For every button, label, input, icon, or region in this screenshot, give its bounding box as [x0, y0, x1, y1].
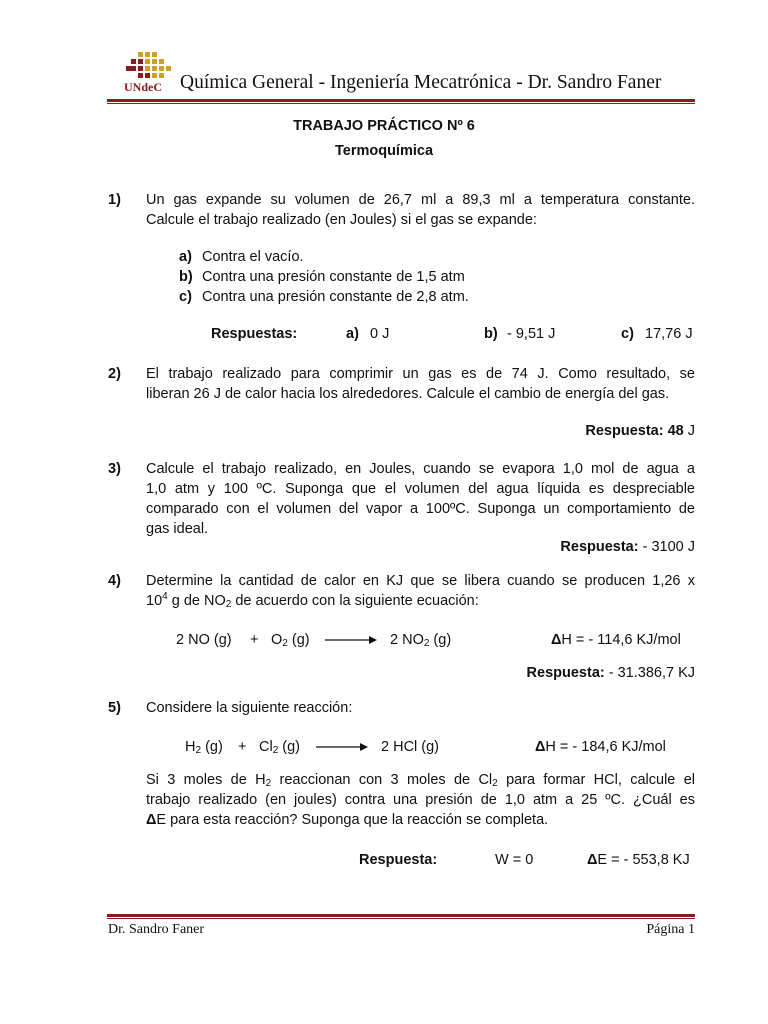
- footer-author: Dr. Sandro Faner: [108, 922, 205, 937]
- q1-option-c: Contra una presión constante de 2,8 atm.: [202, 289, 469, 305]
- q5-intro: Considere la siguiente reacción:: [146, 700, 353, 716]
- q2-number: 2): [108, 366, 121, 382]
- q5-eq-r2b: (g): [278, 739, 301, 755]
- q4-line2-c: de acuerdo con la siguiente ecuación:: [231, 593, 479, 609]
- q1-answer-c-key: c): [621, 326, 634, 342]
- q4-reaction-arrow-icon: [325, 634, 377, 646]
- q1-option-c-key: c): [179, 289, 192, 305]
- doc-subtitle: Termoquímica: [334, 143, 434, 159]
- q5-number: 5): [108, 700, 121, 716]
- q5-eq-product: 2 HCl (g): [381, 739, 440, 755]
- q4-eq-r2sub: 2: [282, 638, 288, 649]
- q5-l1-sub2: 2: [492, 778, 498, 789]
- q4-line2-sub: 2: [225, 599, 232, 610]
- q4-eq-psub: 2: [423, 638, 430, 649]
- q5-reaction-arrow-icon: [316, 741, 368, 753]
- q2-line2: liberan 26 J de calor hacia los alrededores. Calcule el cambio de energía del gas.: [146, 386, 670, 402]
- q5-line3: [146, 810, 695, 830]
- q4-line1: Determine la cantidad de calor en KJ que se libera cuando se producen 1,26 x: [146, 573, 695, 589]
- header-rule: [107, 99, 695, 102]
- q2-line1: El trabajo realizado para comprimir un gas es de 74 J. Como resultado, se: [146, 366, 695, 382]
- q5-eq-plus: +: [238, 739, 247, 755]
- footer-rule: [107, 914, 695, 917]
- q2-answer-value: J: [683, 423, 695, 439]
- q3-answer-label: Respuesta:: [560, 539, 639, 555]
- q4-line2-b: g de NO: [167, 593, 226, 609]
- q1-answer-a: 0 J: [370, 326, 390, 342]
- q5-eq-r1sub: 2: [195, 745, 202, 756]
- delta-symbol: Δ: [587, 852, 598, 868]
- q5-line2: trabajo realizado (en joules) contra una presión de 1,0 atm a 25 ºC. ¿Cuál es: [146, 792, 695, 808]
- q4-number: 4): [108, 573, 121, 589]
- q5-eq-reactant1: [185, 737, 223, 757]
- q1-answer-a-key: a): [346, 326, 359, 342]
- q4-eq-r2a: O: [271, 632, 283, 648]
- delta-symbol: Δ: [551, 632, 562, 648]
- q5-eq-reactant2: [259, 737, 300, 757]
- q3-number: 3): [108, 461, 121, 477]
- q4-eq-plus: +: [250, 632, 259, 648]
- q1-line2: Calcule el trabajo realizado (en Joules) si el gas se expande:: [146, 212, 537, 228]
- q5-eq-r1b: (g): [201, 739, 223, 755]
- q3-line1: Calcule el trabajo realizado, en Joules, cuando se evapora 1,0 mol de agua a: [146, 461, 695, 477]
- q4-eq-pa: 2 NO: [390, 632, 424, 648]
- q4-eq-dh: H = - 114,6 KJ/mol: [561, 632, 681, 648]
- q5-l1-a: Si 3 moles de H: [146, 772, 266, 788]
- q4-eq-r2b: (g): [287, 632, 310, 648]
- delta-symbol: Δ: [535, 739, 546, 755]
- q2-answer-label: Respuesta: 48: [585, 423, 684, 439]
- q1-number: 1): [108, 192, 121, 208]
- q5-l3-text: E para esta reacción? Suponga que la reacción se completa.: [156, 812, 549, 828]
- q4-eq-reactant2: [271, 630, 310, 650]
- q4-line2: [146, 591, 695, 611]
- q4-answer: [527, 663, 695, 683]
- q5-l1-c: para formar HCl, calcule el: [497, 772, 695, 788]
- footer-rule-thin: [107, 918, 695, 919]
- q2-answer: [585, 421, 695, 441]
- q5-answer-w: W = 0: [495, 852, 534, 868]
- q5-line1: [146, 770, 695, 790]
- q1-answers-label: Respuestas:: [211, 326, 298, 342]
- q4-eq-pb: (g): [429, 632, 452, 648]
- q5-eq-r2sub: 2: [272, 745, 279, 756]
- q5-eq-r1a: H: [185, 739, 196, 755]
- q1-option-b: Contra una presión constante de 1,5 atm: [202, 269, 465, 285]
- q4-line2-sup: 4: [162, 591, 168, 602]
- q4-answer-label: Respuesta:: [526, 665, 605, 681]
- header-rule-thin: [107, 103, 695, 104]
- q5-eq-enthalpy: [535, 737, 666, 757]
- header-title: Química General - Ingeniería Mecatrónica - Dr. Sandro Faner: [180, 72, 662, 93]
- q3-line4: gas ideal.: [146, 521, 209, 537]
- q4-eq-reactant1: 2 NO (g): [176, 632, 232, 648]
- q4-eq-product: [390, 630, 451, 650]
- q5-answer-label: Respuesta:: [359, 852, 438, 868]
- q3-answer-value: - 3100 J: [638, 539, 695, 555]
- q1-answer-b: - 9,51 J: [507, 326, 556, 342]
- q1-answer-c: 17,76 J: [645, 326, 693, 342]
- q5-eq-dh: H = - 184,6 KJ/mol: [545, 739, 666, 755]
- q1-line1: Un gas expande su volumen de 26,7 ml a 89,3 ml a temperatura constante.: [146, 192, 695, 208]
- q4-answer-value: - 31.386,7 KJ: [604, 665, 695, 681]
- q4-eq-enthalpy: [551, 630, 681, 650]
- q1-option-b-key: b): [179, 269, 193, 285]
- q5-l1-sub1: 2: [265, 778, 272, 789]
- delta-symbol: Δ: [146, 812, 157, 828]
- footer-page-number: Página 1: [646, 922, 695, 937]
- q5-eq-r2a: Cl: [259, 739, 273, 755]
- q3-line3: comparado con el volumen del vapor a 100ºC. Suponga un comportamiento de: [146, 501, 695, 517]
- logo-text: UNdeC: [124, 80, 162, 94]
- q5-l1-b: reaccionan con 3 moles de Cl: [271, 772, 493, 788]
- q1-option-a: Contra el vacío.: [202, 249, 304, 265]
- q1-option-a-key: a): [179, 249, 192, 265]
- q3-line2: 1,0 atm y 100 ºC. Suponga que el volumen del agua líquida es despreciable: [146, 481, 695, 497]
- q5-answer-de: [587, 850, 690, 870]
- q4-line2-a: 10: [146, 593, 163, 609]
- doc-title: TRABAJO PRÁCTICO Nº 6: [293, 118, 475, 134]
- q5-answer-de-value: E = - 553,8 KJ: [597, 852, 690, 868]
- q1-answer-b-key: b): [484, 326, 498, 342]
- q3-answer: [560, 537, 695, 557]
